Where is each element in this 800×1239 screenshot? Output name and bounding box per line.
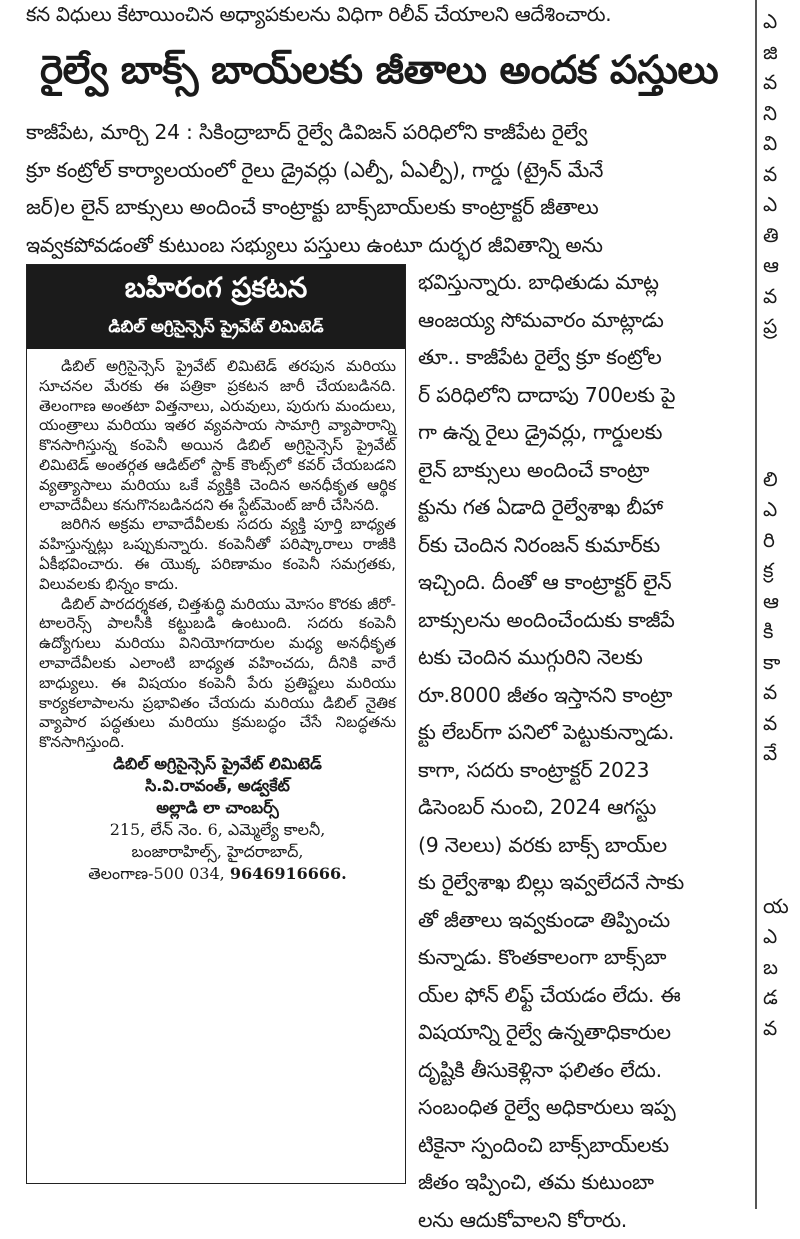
column-line: సంబంధిత రైల్వే అధికారులు ఇప్ప (418, 1089, 744, 1127)
edge-char (763, 860, 800, 891)
column-line: లైన్ బాక్సులు అందించే కాంట్రా (418, 452, 744, 490)
column-line: గా ఉన్న రైలు డ్రైవర్లు, గార్డులకు (418, 414, 744, 452)
edge-char (763, 433, 800, 464)
edge-char: ఆ (763, 586, 800, 617)
ad-body (27, 349, 405, 885)
adjacent-column-clipped (763, 6, 800, 1043)
edge-char (763, 769, 800, 800)
edge-char: వ (763, 677, 800, 708)
edge-char: తి (763, 220, 800, 251)
edge-char: కి (763, 616, 800, 647)
ad-paragraph: డిబిల్ అగ్రిసైన్సెస్ ప్రైవేట్ లిమిటెడ్ తరపున మరియు సూచనల మేరకు ఈ పత్రికా ప్రకటన జారీ చేయబడినది. తెలంగాణ అంతటా విత్తనాలు, ఎరువులు, పురుగు మందులు, యంత్రాలు మరియు ఇతర వ్యవసాయ సామాగ్రి వ్యాపారాన్ని కొనసాగిస్తున్న కంపెనీ అయిన డిబిల్ అగ్రిసైన్సెస్ ప్రైవేట్ లిమిటెడ్ అంతర్గత ఆడిట్‌లో స్టాక్ కౌంట్స్‌లో కవర్ చేయబడని వ్యత్యాసాలు మరియు ఒకే వ్యక్తికి చెందిన అనధీకృత ఆర్థిక లావాదేవీలు కనుగొనబడినదని ఈ స్టేట్‌మెంట్ జారీ చేసినది. (39, 357, 396, 515)
edge-char: రి (763, 525, 800, 556)
edge-char: లి (763, 464, 800, 495)
edge-char (763, 342, 800, 373)
column-line: రూ.8000 జీతం ఇస్తానని కాంట్రా (418, 677, 744, 715)
address-line-pin (39, 863, 396, 885)
address-line: బంజారాహిల్స్, హైదరాబాద్, (39, 841, 396, 863)
edge-char: ఎ (763, 921, 800, 952)
edge-char: య (763, 891, 800, 922)
edge-char: వి (763, 128, 800, 159)
column-line: భవిస్తున్నారు. బాధితుడు మాట్ల (418, 264, 744, 302)
article-column (418, 264, 744, 1239)
ad-paragraph: డిబిల్ పారదర్శకత, చిత్తశుద్ధి మరియు మోసం కొరకు జీరో-టాలరెన్స్ పాలసీకి కట్టుబడి ఉంటుంది. సదరు కంపెనీ ఉద్యోగులు మరియు వినియోగదారుల మధ్య అనధీకృత లావాదేవీలకు ఎలాంటి బాధ్యత వహించదు, దీనికి వారే బాధ్యులు. ఈ విషయం కంపెనీ పేరు ప్రతిష్టలు మరియు కార్యకలాపాలను ప్రభావితం చేయదు మరియు డిబిల్ నైతిక వ్యాపార పద్ధతులు మరియు క్రమబద్ధం చేసే నిబద్ధతను కొనసాగిస్తుంది. (39, 595, 396, 753)
column-line: ర్ పరిధిలోని దాదాపు 700లకు పై (418, 377, 744, 415)
ad-paragraph: జరిగిన అక్రమ లావాదేవీలకు సదరు వ్యక్తి పూర్తి బాధ్యత వహిస్తున్నట్లు ఒప్పుకున్నారు. కంపెనీతో పరిష్కారాలు రాజీకి ఏకీభవించారు. ఈ యొక్క పరిణామం కంపెనీ సమగ్రతకు, విలువలకు భిన్నం కాదు. (39, 515, 396, 594)
column-line: కాగా, సదరు కాంట్రాక్టర్ 2023 (418, 752, 744, 790)
column-line: తో జీతాలు ఇవ్వకుండా తిప్పించు (418, 902, 744, 940)
signature-advocate: సి.వి.రావంత్, అడ్వకేట్ (39, 775, 396, 797)
signature-chambers: అల్లాడి లా చాంబర్స్ (39, 797, 396, 819)
column-line: తూ.. కాజీపేట రైల్వే క్రూ కంట్రోల (418, 339, 744, 377)
edge-char: ని (763, 98, 800, 129)
column-line: జీతం ఇప్పించి, తమ కుటుంబా (418, 1164, 744, 1202)
edge-char: ఎ (763, 189, 800, 220)
edge-char: వే (763, 738, 800, 769)
column-line: లను ఆదుకోవాలని కోరారు. (418, 1202, 744, 1239)
column-line: క్టును గత ఏడాది రైల్వేశాఖ బీహా (418, 489, 744, 527)
edge-char (763, 799, 800, 830)
article-intro (26, 114, 742, 264)
intro-line: కాజీపేట, మార్చి 24 : సికింద్రాబాద్ రైల్వే డివిజన్ పరిధిలోని కాజీపేట రైల్వే (26, 114, 742, 152)
column-line: కున్నాడు. కొంతకాలంగా బాక్స్‌బా (418, 939, 744, 977)
edge-char (763, 830, 800, 861)
edge-char: బ (763, 952, 800, 983)
ad-heading: బహిరంగ ప్రకటన (27, 265, 405, 315)
address-pin: తెలంగాణ-500 034, (88, 864, 225, 883)
edge-char: వ (763, 281, 800, 312)
phone-number: 9646916666. (230, 864, 347, 883)
article-headline: రైల్వే బాక్స్ బాయ్‌లకు జీతాలు అందక పస్తులు (40, 48, 740, 102)
column-line: డిసెంబర్ నుంచి, 2024 ఆగస్టు (418, 789, 744, 827)
column-line: ఇచ్చింది. దీంతో ఆ కాంట్రాక్టర్ లైన్ (418, 564, 744, 602)
column-line: య్‌ల ఫోన్ లిఫ్ట్ చేయడం లేదు. ఈ (418, 977, 744, 1015)
column-line: ర్‌కు చెందిన నిరంజన్ కుమార్‌కు (418, 527, 744, 565)
edge-char (763, 372, 800, 403)
intro-line: క్రూ కంట్రోల్ కార్యాలయంలో రైలు డ్రైవర్లు (ఎల్పీ, ఏఎల్పీ), గార్డు (ట్రైన్ మేనే (26, 152, 742, 190)
column-line: క్టు లేబర్‌గా పనిలో పెట్టుకున్నాడు. (418, 714, 744, 752)
column-line: దృష్టికి తీసుకెళ్లినా ఫలితం లేదు. (418, 1052, 744, 1090)
signature-company: డిబిల్ అగ్రిసైన్సెస్ ప్రైవేట్ లిమిటెడ్ (39, 753, 396, 775)
ad-signature (39, 753, 396, 885)
column-line: కు రైల్వేశాఖ బిల్లు ఇవ్వలేదనే సాకు (418, 864, 744, 902)
edge-char: కా (763, 647, 800, 678)
edge-char: వ (763, 708, 800, 739)
column-line: (9 నెలలు) వరకు బాక్స్ బాయ్‌ల (418, 827, 744, 865)
public-notice-ad (26, 264, 406, 1184)
edge-char: వ (763, 159, 800, 190)
column-line: టికైనా స్పందించి బాక్స్‌బాయ్‌లకు (418, 1127, 744, 1165)
intro-line: ఇవ్వకపోవడంతో కుటుంబ సభ్యులు పస్తులు ఉంటూ దుర్భర జీవితాన్ని అను (26, 227, 742, 265)
edge-char: వ (763, 67, 800, 98)
intro-line: జర్)ల లైన్ బాక్సులు అందించే కాంట్రాక్టు బాక్స్‌బాయ్‌లకు కాంట్రాక్టర్ జీతాలు (26, 189, 742, 227)
ad-company-name: డిబిల్ అగ్రిసైన్సెస్ ప్రైవేట్ లిమిటెడ్ (27, 315, 405, 349)
edge-char: క్ర (763, 555, 800, 586)
edge-char (763, 403, 800, 434)
edge-char: డ (763, 982, 800, 1013)
column-line: ఆంజయ్య సోమవారం మాట్లాడు (418, 302, 744, 340)
edge-char: ఎ (763, 494, 800, 525)
column-divider (755, 0, 757, 1209)
edge-char: ఎ (763, 6, 800, 37)
edge-char: వ (763, 1013, 800, 1044)
column-line: విషయాన్ని రైల్వే ఉన్నతాధికారుల (418, 1014, 744, 1052)
column-line: టకు చెందిన ముగ్గురిని నెలకు (418, 639, 744, 677)
previous-article-last-line: కన విధులు కేటాయించిన అధ్యాపకులను విధిగా రిలీవ్ చేయాలని ఆదేశించారు. (26, 2, 742, 31)
column-line: బాక్సులను అందించేందుకు కాజీపే (418, 602, 744, 640)
edge-char: ఆ (763, 250, 800, 281)
edge-char: ప్ర (763, 311, 800, 342)
address-line: 215, లేన్ నెం. 6, ఎమ్మెల్యే కాలనీ, (39, 819, 396, 841)
edge-char: జి (763, 37, 800, 68)
